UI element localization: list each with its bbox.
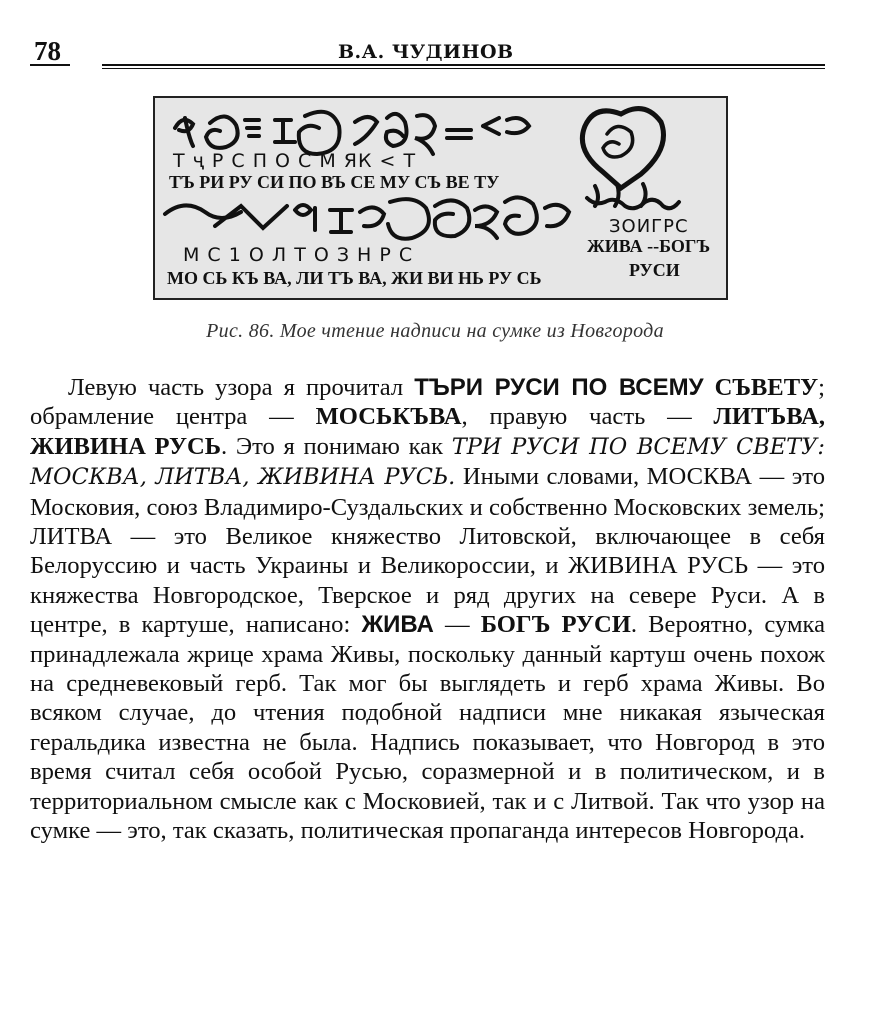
figure-caption: Рис. 86. Мое чтение надписи на сумке из Новгорода — [206, 320, 664, 342]
glyph-t — [175, 118, 193, 146]
text-run: Иными словами, МОСКВА — это Московия, союз Владимиро-Суздальских и собственно Московских земель; ЛИТВА — это Великое княжество Литовской, включающее в себя Белоруссию и часть Украины и Великороссии, и ЖИВИНА РУСЬ — это княжества Новгородское, Тверское и ряд других на севере Руси. А в центре, в картуше, написано: — [30, 463, 825, 639]
text-run — [704, 374, 715, 401]
emphasis-run: СЪВЕТУ — [714, 374, 819, 401]
glyph-d — [206, 116, 238, 147]
cartouche-letters: ЗОИГРС — [609, 216, 689, 237]
text-run: , правую часть — — [461, 403, 714, 431]
glyph-o — [299, 112, 340, 154]
text-run: Левую часть узора я прочитал — [68, 374, 415, 401]
emphasis-run: БОГЪ РУСИ — [480, 611, 631, 639]
emphasis-run: МОСЬКЪВА — [315, 403, 462, 431]
emphasis-run: ТЪРИ РУСИ ПО ВСЕМУ — [414, 374, 704, 401]
cartouche-reading-line1: ЖИВА --БОГЪ — [587, 236, 711, 256]
row2-letters: М С 1 О Л Т О З Н Р С — [183, 244, 414, 266]
row1-letters: Т ҷ Р С П О С М ЯК < Т — [173, 150, 417, 172]
paragraph — [30, 373, 825, 846]
emphasis-run: ЖИВА — [361, 611, 434, 639]
body-paragraph — [30, 373, 825, 846]
page-header — [30, 34, 825, 74]
row1-reading: ТЪ РИ РУ СИ ПО ВЪ СЕ МУ СЪ ВЕ ТУ — [169, 172, 500, 192]
header-rule-short — [30, 64, 70, 66]
running-head: В.А. ЧУДИНОВ — [338, 41, 514, 63]
cartouche-reading-line2: РУСИ — [629, 260, 680, 280]
text-run: ; обрамление центра — — [30, 374, 825, 431]
page-number: 78 — [34, 36, 61, 66]
italic-run: ТРИ РУСИ ПО ВСЕМУ СВЕТУ: МОСКВА, ЛИТВА, ЖИВИНА РУСЬ. — [30, 433, 825, 491]
inscription-figure — [153, 96, 728, 300]
row2-reading: МО СЬ КЪ ВА, ЛИ ТЪ ВА, ЖИ ВИ НЬ РУ СЬ — [167, 268, 542, 288]
header-rule-thick — [102, 64, 825, 66]
header-rule-thin — [102, 68, 825, 69]
text-run: . Это я понимаю как — [221, 432, 452, 460]
text-run: — — [433, 611, 481, 639]
text-run: . Вероятно, сумка принадлежала жрице храма Живы, поскольку данный картуш очень похож на средневековый герб. Так мог бы выглядеть и герб храма Живы. Во всяком случае, до чтения подобной надписи мне никакая языческая геральдика известна не была. Надпись показывает, что Новгород в это время считал себя особой Русью, соразмерной и в политическом, и в территориальном смысле как с Московией, так и с Литвой. Так что узор на сумке — это, так сказать, политическая пропаганда интересов Новгорода. — [30, 611, 825, 845]
emphasis-run: ЛИТЪВА, ЖИВИНА РУСЬ — [30, 403, 825, 460]
